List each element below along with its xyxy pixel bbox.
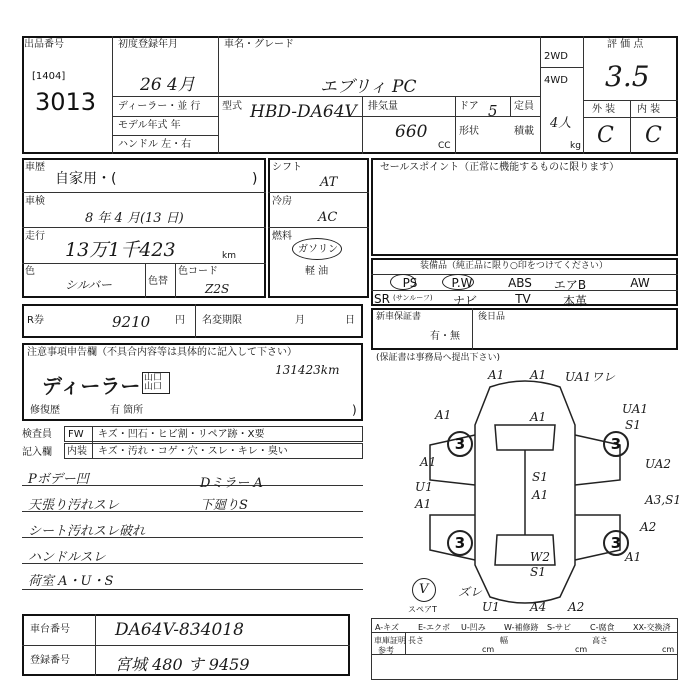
wheel-rear-right-rating: 3: [603, 530, 629, 556]
mileage-label: 走行: [25, 231, 45, 242]
displacement-value: 660: [395, 122, 428, 142]
mark-22: A2: [568, 600, 585, 614]
ac-value: AC: [318, 210, 338, 225]
drive-4wd: 4WD: [544, 75, 568, 86]
sales-point-label: セールスポイント（正常に機能するものに限ります）: [380, 162, 620, 173]
car-outline: [430, 381, 620, 603]
equipment-item: AW: [630, 276, 650, 290]
recycle-label: R券: [27, 315, 44, 326]
wheel-rear-left-rating: 3: [447, 530, 473, 556]
shift-section: [268, 158, 369, 298]
remark-4: ハンドルスレ: [28, 550, 106, 565]
remark-right-2: 下廻りS: [200, 498, 248, 513]
diagram-label: (保証書は事務局へ提出下さい): [376, 353, 501, 363]
handle-label: ハンドル 左・右: [118, 139, 192, 150]
mark-11: U1: [415, 480, 433, 494]
recycle-section: [22, 304, 363, 338]
remark-3: シート汚れスレ破れ: [28, 524, 146, 539]
legend-width-label: 幅: [500, 636, 508, 645]
dealer-stamp: ディーラー: [42, 374, 141, 398]
header-divider: [340, 116, 540, 117]
inspector-label-2: 記入欄: [22, 447, 52, 458]
history-close: ): [252, 171, 258, 187]
mark-3: UA1ワレ: [565, 370, 616, 384]
wheel-front-left-rating: 3: [447, 431, 473, 457]
exterior-grade: C: [597, 123, 614, 148]
mark-10: A3,S1: [645, 493, 681, 507]
equipment-item: P.W: [451, 276, 473, 290]
header-divider: [510, 96, 511, 116]
equipment-item: ABS: [508, 276, 532, 290]
stamp-box: 山口 山口: [142, 372, 170, 394]
mark-1: A1: [488, 368, 505, 382]
legend-item: XX-交換済: [633, 623, 671, 632]
interior-grade: C: [645, 123, 662, 148]
mark-4: A1: [435, 408, 452, 422]
color-ref-label: 色替: [148, 276, 168, 287]
legend-length-unit: cm: [482, 645, 495, 654]
header-divider: [112, 116, 218, 117]
row-divider: [22, 645, 350, 646]
door-value: 5: [488, 102, 498, 120]
lot-sub: [1404]: [32, 71, 66, 82]
color-label: 色: [25, 266, 35, 277]
row-divider: [371, 654, 678, 655]
type-label: 型式: [222, 101, 242, 112]
spare-label: スペアT: [408, 605, 437, 614]
col-divider: [195, 304, 196, 338]
repair-bracket-close: ): [352, 403, 357, 417]
repair-label: 修復歴: [30, 405, 60, 416]
shift-label: シフト: [272, 162, 302, 173]
mark-14: A1: [532, 488, 549, 502]
color-code-value: Z2S: [205, 282, 230, 296]
reg-value: 宮城 480 す 9459: [115, 655, 250, 674]
inspection-value: 8 年 4 月(13 日): [85, 211, 184, 226]
model-label: 車名・グレード: [224, 39, 294, 50]
score-label: 評 価 点: [607, 39, 644, 50]
mark-21: A4: [530, 600, 547, 614]
ac-label: 冷房: [272, 196, 292, 207]
col-divider: [472, 308, 473, 350]
remark-2: 天張り汚れスレ: [28, 498, 120, 513]
fuel-gasoline: ガソリン: [298, 244, 338, 255]
first-reg-label: 初度登録年月: [118, 39, 178, 50]
after-item-label: 後日品: [478, 312, 506, 322]
legend-width-unit: cm: [575, 645, 588, 654]
spare-mark: V: [419, 582, 429, 597]
chassis-label: 車台番号: [30, 624, 70, 635]
shape-label: 形状: [459, 126, 479, 137]
shift-value: AT: [320, 175, 338, 190]
door-label: ドア: [459, 101, 479, 112]
header-divider: [362, 96, 363, 154]
equipment-item: PS: [402, 276, 418, 290]
header-divider: [540, 36, 541, 154]
row-divider: [268, 227, 369, 228]
mark-19: ズレ: [458, 585, 483, 599]
col-divider: [92, 426, 93, 459]
remark-5: 荷室 A・U・S: [28, 574, 114, 589]
legend-item: U-凹み: [461, 623, 486, 632]
score-value: 3.5: [605, 60, 650, 93]
mark-5: UA1: [622, 402, 649, 416]
inspection-label: 車検: [25, 196, 45, 207]
header-divider: [112, 36, 113, 154]
deadline-label: 名変期限: [202, 315, 242, 326]
mark-20: U1: [482, 600, 500, 614]
deadline-day: 日: [345, 315, 355, 326]
inspector-label: 検査員: [22, 429, 52, 440]
mark-7: S1: [625, 418, 641, 432]
capacity-label: 定員: [514, 101, 534, 112]
col-divider: [95, 614, 96, 676]
mark-13: S1: [532, 470, 548, 484]
header-divider: [630, 100, 631, 154]
notes-mileage: 131423km: [275, 363, 340, 377]
col-divider: [145, 263, 146, 298]
legend-garage-label: 車庫証明: [374, 636, 406, 645]
capacity-value: 4人: [550, 116, 572, 131]
history-value: 自家用・(: [55, 171, 117, 187]
legend-ref-label: 参考: [378, 646, 394, 655]
row-divider: [268, 192, 369, 193]
mark-6: A1: [530, 410, 547, 424]
fw-text: キズ・凹石・ヒビ割・リペア跡・X要: [98, 429, 265, 440]
header-divider: [218, 36, 219, 154]
equipment-item: エアB: [553, 278, 587, 292]
mark-15: A2: [640, 520, 657, 534]
mark-12: A1: [415, 497, 432, 511]
spare-circle: [412, 578, 436, 602]
int-text: キズ・汚れ・コゲ・穴・スレ・キレ・臭い: [98, 446, 288, 457]
drive-2wd: 2WD: [544, 51, 568, 62]
recycle-value: 9210: [112, 313, 151, 331]
displacement-unit: CC: [438, 141, 451, 151]
notes-label: 注意事項申告欄（不具合内容等は具体的に記入して下さい）: [27, 347, 297, 358]
load-unit: kg: [570, 141, 581, 151]
mark-9: UA2: [645, 457, 672, 471]
equipment-item: ナビ: [452, 294, 477, 308]
legend-length-label: 長さ: [408, 636, 424, 645]
header-divider: [112, 135, 218, 136]
mark-8: A1: [420, 455, 437, 469]
color-code-label: 色コード: [178, 266, 218, 277]
remark-1: Pボデー凹: [28, 472, 89, 487]
legend-item: W-補修跡: [504, 623, 539, 632]
warranty-label: 新車保証書: [376, 312, 422, 322]
equipment-sr: SR: [374, 292, 390, 306]
remark-right-1: Dミラー A: [200, 476, 263, 491]
fuel-label: 燃料: [272, 231, 292, 242]
mileage-unit: km: [222, 251, 236, 261]
warranty-value: 有・無: [430, 331, 460, 342]
header-divider: [455, 96, 456, 154]
equipment-item: 本革: [562, 294, 587, 308]
equipment-title: 装備品（純正品に限り○印をつけてください）: [420, 261, 608, 271]
color-value: シルバー: [65, 278, 112, 292]
first-reg-value: 26 4月: [140, 75, 195, 95]
reg-label: 登録番号: [30, 655, 70, 666]
dealer-label: ディーラー・並 行: [118, 101, 201, 112]
type-value: HBD-DA64V: [250, 102, 357, 122]
load-label: 積載: [514, 126, 534, 137]
fw-label: FW: [68, 429, 84, 440]
equipment-sr-sub: (サンルーフ): [393, 294, 433, 302]
equipment-item: TV: [515, 292, 531, 306]
deadline-month: 月: [295, 315, 305, 326]
model-year-label: モデル年式 年: [118, 120, 181, 131]
wheel-front-right-rating: 3: [603, 431, 629, 457]
mark-18: A1: [625, 550, 642, 564]
model-value: エブリィ PC: [320, 77, 417, 97]
exterior-label: 外 装: [592, 104, 616, 115]
lot-label: 出品番号: [24, 39, 64, 50]
interior-label: 内 装: [637, 104, 661, 115]
repair-value: 有 箇所: [110, 405, 144, 416]
legend-item: S-サビ: [547, 623, 571, 632]
legend-item: E-エクボ: [418, 623, 450, 632]
lot-number: 3013: [35, 88, 97, 116]
legend-item: C-腐食: [590, 623, 615, 632]
displacement-label: 排気量: [368, 101, 398, 112]
legend-height-label: 高さ: [592, 636, 608, 645]
header-divider: [540, 67, 583, 68]
legend-item: A-キズ: [375, 623, 400, 632]
row-divider: [22, 263, 266, 264]
fuel-diesel: 軽 油: [305, 266, 329, 277]
col-divider: [175, 263, 176, 298]
int-label: 内装: [67, 446, 87, 457]
remark-line: [22, 589, 363, 590]
chassis-value: DA64V-834018: [115, 620, 244, 640]
header-divider: [583, 36, 584, 154]
row-divider: [22, 227, 266, 228]
legend-height-unit: cm: [662, 645, 675, 654]
row-divider: [371, 274, 678, 275]
mark-17: S1: [530, 565, 546, 579]
mark-16: W2: [530, 550, 550, 564]
mark-2: A1: [530, 368, 547, 382]
history-label: 車歴: [25, 162, 45, 173]
recycle-unit: 円: [175, 315, 185, 326]
fuel-selected-ring: [292, 238, 342, 260]
mileage-value: 13万1千423: [65, 239, 176, 261]
row-divider: [371, 290, 678, 291]
row-divider: [22, 192, 266, 193]
